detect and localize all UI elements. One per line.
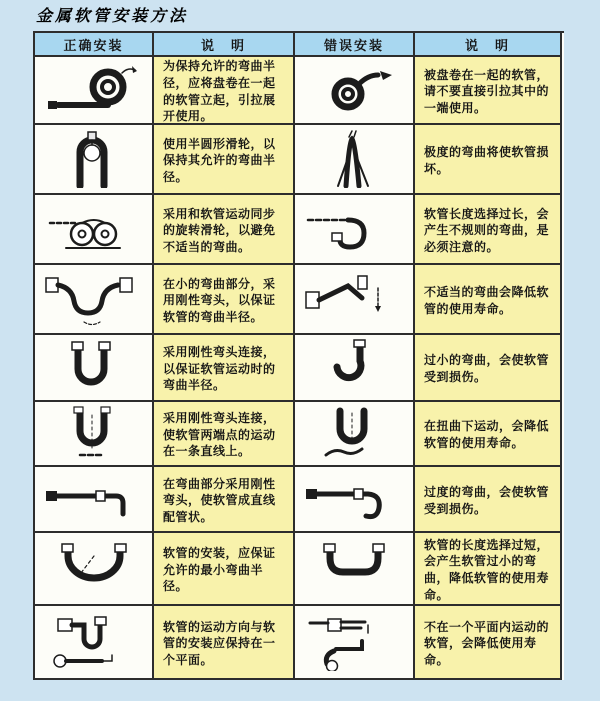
improper-bend-icon bbox=[295, 265, 415, 335]
row-7-correct-desc: 在弯曲部分采用刚性弯头，使软管成直线配管状。 bbox=[154, 467, 295, 533]
twisted-u-icon bbox=[295, 402, 415, 467]
rigid-elbow-small-bend-icon bbox=[35, 265, 154, 335]
min-bend-radius-u-icon bbox=[35, 533, 154, 606]
row-3-wrong-desc: 软管长度选择过长，会产生不规则的弯曲，是必须注意的。 bbox=[415, 195, 562, 265]
row-1-wrong-desc: 被盘卷在一起的软管，请不要直接引拉其中的一端使用。 bbox=[415, 57, 562, 125]
row-5-wrong-desc: 过小的弯曲，会使软管受到损伤。 bbox=[415, 335, 562, 402]
row-7-wrong-desc: 过度的弯曲，会使软管受到损伤。 bbox=[415, 467, 562, 533]
rigid-elbow-u-bend-icon bbox=[35, 335, 154, 402]
row-9-correct-desc: 软管的运动方向与软管的安装应保持在一个平面。 bbox=[154, 606, 295, 680]
straight-pipe-elbow-icon bbox=[35, 467, 154, 533]
too-small-bend-hook-icon bbox=[295, 335, 415, 402]
header-wrong-install: 错误安装 bbox=[295, 33, 415, 57]
row-9-wrong-desc: 不在一个平面内运动的软管，会降低使用寿命。 bbox=[415, 606, 562, 680]
row-3-correct-desc: 采用和软管运动同步的旋转滑轮，以避免不适当的弯曲。 bbox=[154, 195, 295, 265]
overbent-pipe-icon bbox=[295, 467, 415, 533]
row-1-correct-desc: 为保持允许的弯曲半径，应将盘卷在一起的软管立起，引拉展开使用。 bbox=[154, 57, 295, 125]
extreme-bend-icon bbox=[295, 125, 415, 195]
page-title: 金属软管安装方法 bbox=[36, 8, 189, 25]
row-4-wrong-desc: 不适当的弯曲会降低软管的使用寿命。 bbox=[415, 265, 562, 335]
row-6-correct-desc: 采用刚性弯头连接，使软管两端点的运动在一条直线上。 bbox=[154, 402, 295, 467]
too-short-hose-icon bbox=[295, 533, 415, 606]
row-4-correct-desc: 在小的弯曲部分，采用刚性弯头，以保证软管的弯曲半径。 bbox=[154, 265, 295, 335]
row-2-correct-desc: 使用半圆形滑轮，以保持其允许的弯曲半径。 bbox=[154, 125, 295, 195]
header-explanation-2: 说 明 bbox=[415, 33, 562, 57]
same-plane-motion-icon bbox=[35, 606, 154, 680]
installation-table bbox=[33, 31, 564, 680]
header-explanation-1: 说 明 bbox=[154, 33, 295, 57]
different-plane-motion-icon bbox=[295, 606, 415, 680]
row-8-wrong-desc: 软管的长度选择过短，会产生软管过小的弯曲，降低软管的使用寿命。 bbox=[415, 533, 562, 606]
standing-coil-unroll-icon bbox=[35, 57, 154, 125]
row-8-correct-desc: 软管的安装，应保证允许的最小弯曲半径。 bbox=[154, 533, 295, 606]
header-correct-install: 正确安装 bbox=[35, 33, 154, 57]
row-2-wrong-desc: 极度的弯曲将使软管损坏。 bbox=[415, 125, 562, 195]
lying-coil-pull-end-icon bbox=[295, 57, 415, 125]
rotating-pulley-track-icon bbox=[35, 195, 154, 265]
row-6-wrong-desc: 在扭曲下运动，会降低软管的使用寿命。 bbox=[415, 402, 562, 467]
overlong-hose-loop-icon bbox=[295, 195, 415, 265]
aligned-endpoints-u-icon bbox=[35, 402, 154, 467]
semicircular-pulley-icon bbox=[35, 125, 154, 195]
row-5-correct-desc: 采用刚性弯头连接，以保证软管运动时的弯曲半径。 bbox=[154, 335, 295, 402]
